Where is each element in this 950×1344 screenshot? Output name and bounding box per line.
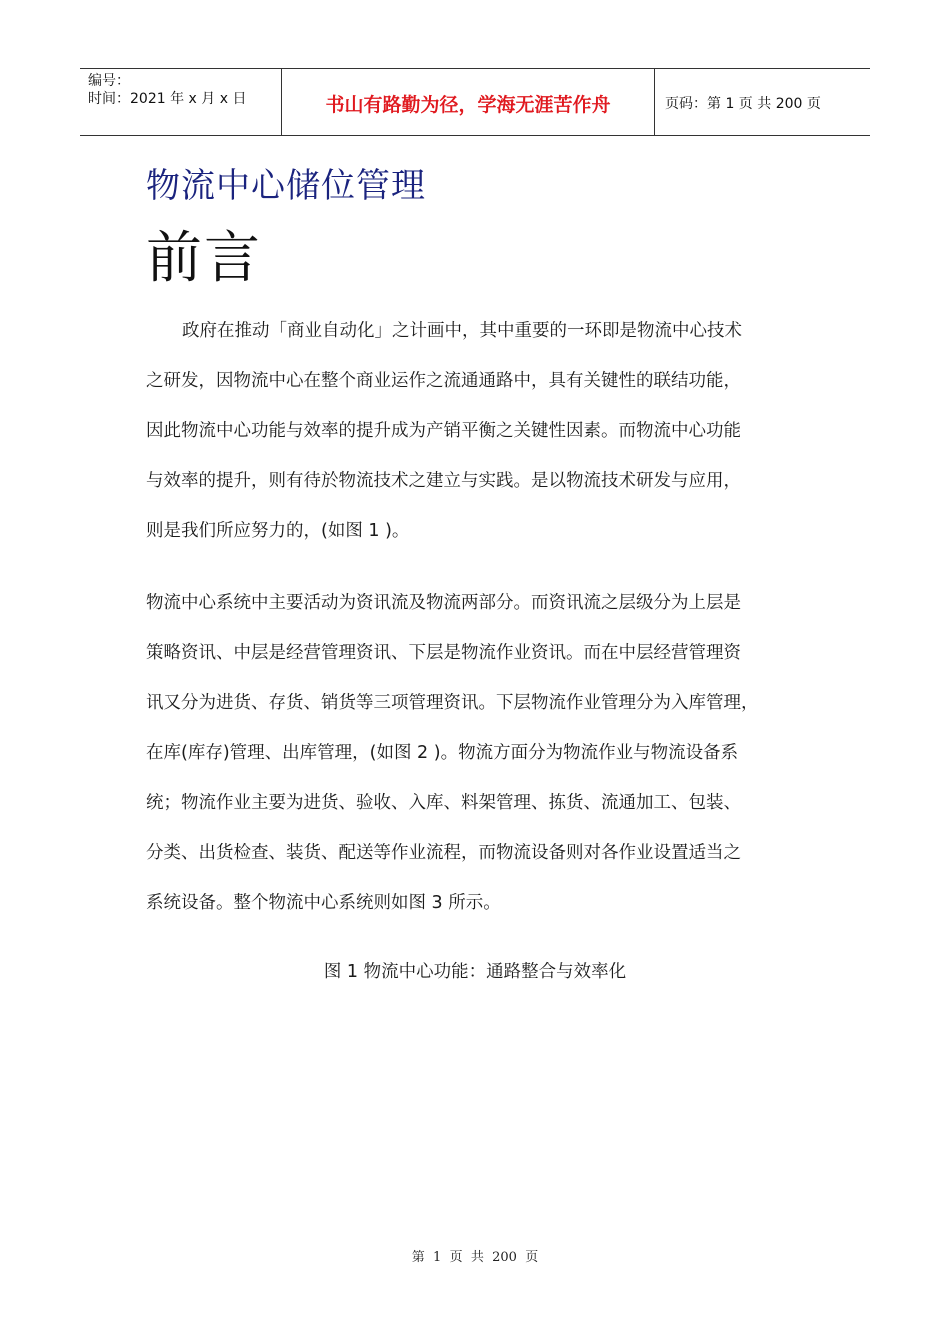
paragraph-line: 系统设备。整个物流中心系统则如图 3 所示。 (146, 893, 501, 913)
paragraph-2 (146, 578, 806, 928)
paragraph-line: 物流中心系统中主要活动为资讯流及物流两部分。而资讯流之层级分为上层是 (146, 593, 741, 613)
document-title: 物流中心储位管理 (146, 166, 426, 206)
paragraph-line: 分类、出货检查、装货、配送等作业流程，而物流设备则对各作业设置适当之 (146, 843, 741, 863)
section-title: 前言 (146, 226, 262, 291)
paragraph-line: 统；物流作业主要为进货、验收、入库、料架管理、拣货、流通加工、包装、 (146, 793, 741, 813)
paragraph-line: 政府在推动「商业自动化」之计画中，其中重要的一环即是物流中心技术 (182, 321, 742, 341)
paragraph-line: 之研发，因物流中心在整个商业运作之流通通路中，具有关键性的联结功能， (146, 371, 741, 391)
paragraph-line: 讯又分为进货、存货、销货等三项管理资讯。下层物流作业管理分为入库管理， (146, 693, 759, 713)
header-motto: 书山有路勤为径，学海无涯苦作舟 (282, 69, 655, 135)
header-table (80, 68, 870, 136)
figure-1-caption: 图 1 物流中心功能：通路整合与效率化 (323, 962, 627, 982)
header-date-label: 时间：2021 年 x 月 x 日 (88, 91, 247, 107)
paragraph-line: 在库(库存)管理、出库管理，(如图 2 )。物流方面分为物流作业与物流设备系 (146, 743, 739, 763)
paragraph-line: 因此物流中心功能与效率的提升成为产销平衡之关键性因素。而物流中心功能 (146, 421, 741, 441)
paragraph-line: 策略资讯、中层是经营管理资讯、下层是物流作业资讯。而在中层经营管理资 (146, 643, 741, 663)
paragraph-1 (146, 306, 806, 556)
header-number-label: 编号： (88, 73, 130, 89)
header-meta-cell (80, 69, 282, 135)
paragraph-line: 则是我们所应努力的，(如图 1 )。 (146, 521, 410, 541)
header-page-info: 页码：第 1 页 共 200 页 (665, 96, 821, 112)
page-footer: 第 1 页 共 200 页 (411, 1250, 539, 1265)
paragraph-line: 与效率的提升，则有待於物流技术之建立与实践。是以物流技术研发与应用， (146, 471, 741, 491)
